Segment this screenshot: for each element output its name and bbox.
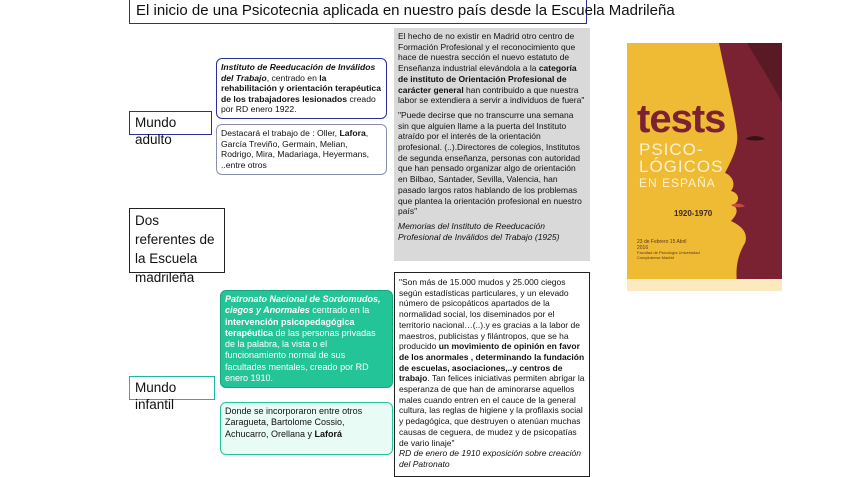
incorporaron-bold: Laforá xyxy=(314,428,343,439)
quote-adulto-text-c: han contribuido a que nuestra labor se extendiera a servir a individuos de fuera" xyxy=(398,84,585,106)
quote-adulto-paragraph-1 xyxy=(398,31,586,106)
patronato-bold: intervención psicopedagógica terapéutica xyxy=(225,316,355,338)
poster-logo-strip xyxy=(627,279,782,291)
instituto-name: Instituto de Reeducación de Inválidos del Trabajo xyxy=(221,62,376,83)
instituto-text-1: , centrado en xyxy=(266,72,320,83)
quote-infantil-text-1: "Son más de 15.000 mudos y 25.000 ciegos según estadísticas particulares, y un elevado número de psicopáticos apartados de la normalidad social, los diseminados por el territorio nacional…(..).y es gracias a la labor de maestros, publicistas y filántropos, que se ha producido xyxy=(399,277,580,352)
quote-infantil-source: RD de enero de 1910 exposición sobre creación del Patronato xyxy=(399,448,581,469)
trabajo-destacado-box xyxy=(216,124,387,175)
quote-adulto-source: Memorias del Instituto de Reeducación Profesional de Inválidos del Trabajo (1925) xyxy=(398,220,560,242)
label-mundo-adulto: Mundo adulto xyxy=(129,111,212,135)
poster-dates: 23 de Febrero 15 Abril 2016 xyxy=(637,239,687,251)
quote-infantil-text-2: . Tan felices iniciativas permiten abrigar la esperanza de que han de aminorarse aquellos males cuando entren en el cauce de la general cultura, las reglas de higiene y la profilaxis social y pedagógica, que destruyen o atenúan muchas causas de ceguera, de mudez y de psicopatías de vario linaje" xyxy=(399,373,585,448)
patronato-nacional-box xyxy=(220,290,393,388)
trabajo-text-1: Destacará el trabajo de : Oller, xyxy=(221,128,340,138)
quote-infantil-bold: un movimiento de opinión en favor de los anormales , determinando la fundación de escuelas, asociaciones,..y centros de trabajo xyxy=(399,341,585,384)
incorporaron-box xyxy=(220,402,393,455)
quote-infantil-panel xyxy=(394,272,590,477)
instituto-reeducacion-box xyxy=(216,58,387,119)
label-mundo-infantil: Mundo infantil xyxy=(129,376,215,400)
label-dos-referentes: Dos referentes de la Escuela madrileña xyxy=(129,208,225,273)
patronato-text-2: de las personas privadas de la palabra, la vista o el funcionamiento normal de sus facultades mentales, creado por RD enero 1910. xyxy=(225,327,376,384)
poster-line-3: EN ESPAÑA xyxy=(639,176,716,190)
quote-infantil-body xyxy=(399,277,585,448)
poster-word: tests xyxy=(637,97,726,141)
trabajo-bold: Lafora xyxy=(339,128,366,138)
poster-line-1: PSICO- xyxy=(639,140,704,159)
quote-adulto-paragraph-2: "Puede decirse que no transcurre una semana sin que alguien llame a la puerta del Instituto atraído por el interés de la orientación profesional. (..).Directores de colegios, Institutos de segunda enseñanza, personas con autoridad que han pensado organizar algo de orientación en Bilbao, Santader, Sevilla, Valencia, han pasado largos ratos hablando de los problemas que plantea la orientación profesional en nuestro país" xyxy=(398,109,582,217)
slide-title: El inicio de una Psicotecnia aplicada en nuestro país desde la Escuela Madrileña xyxy=(129,0,587,24)
tests-psicologicos-poster xyxy=(627,43,782,291)
instituto-text-2: creado por RD enero 1922. xyxy=(221,93,376,115)
instituto-bold: la rehabilitación y orientación terapéutica de los trabajadores lesionados xyxy=(221,72,381,104)
poster-years: 1920-1970 xyxy=(674,209,713,218)
quote-adulto-bold: categoría de instituto de Orientación Profesional de carácter general xyxy=(398,63,577,95)
incorporaron-text: Donde se incorporaron entre otros Zaragueta, Bartolome Cossio, Achucarro, Orellana y xyxy=(225,406,363,439)
poster-venue: Facultad de Psicología Universidad Complutense Madrid xyxy=(637,250,700,260)
trabajo-text-2: , García Treviño, Germain, Melian, Rodrigo, Mira, Madariaga, Heyermans, ..entre otros xyxy=(221,128,370,170)
quote-adulto-text-a: El hecho de no existir en Madrid otro centro de Formación Profesional y el reconocimiento que hace de nuestra sección el nuevo estatuto de Enseñanza industrial elevándola a la xyxy=(398,31,576,74)
quote-adulto-panel xyxy=(394,28,590,261)
poster-line-2: LÓGICOS xyxy=(639,157,724,176)
patronato-text-1: centrado en la xyxy=(309,305,370,316)
patronato-name: Patronato Nacional de Sordomudos, ciegos y Anormales xyxy=(225,294,381,316)
